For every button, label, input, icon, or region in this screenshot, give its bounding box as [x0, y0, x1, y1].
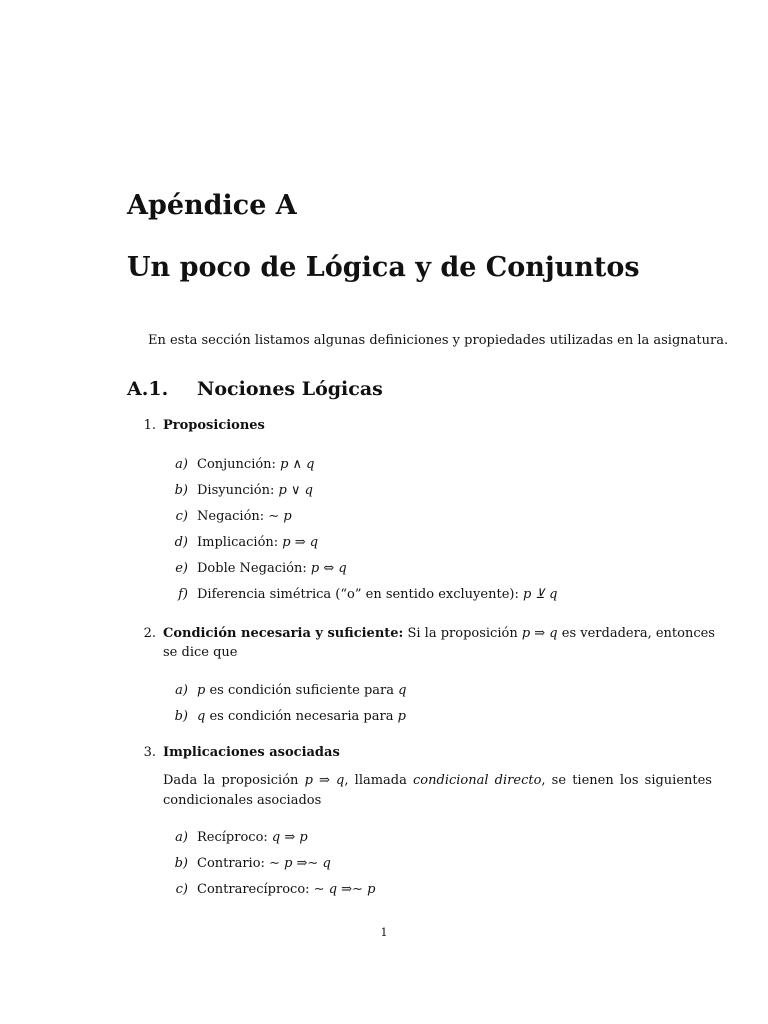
subitem-label: es condición necesaria para — [205, 709, 398, 724]
subitem-marker: b) — [174, 709, 188, 724]
subitem-marker: b) — [174, 483, 188, 498]
section-number: A.1. — [127, 378, 169, 400]
math-expression: p ∧ q — [280, 457, 315, 472]
subitem-label: Negación: — [197, 509, 269, 524]
item-text: Dada la proposición — [163, 773, 305, 788]
emphasis-text: condicional directo — [413, 773, 542, 788]
subitem-marker: a) — [175, 830, 188, 845]
subitem-text — [197, 709, 406, 724]
item-text: , llamada — [344, 773, 414, 788]
subitem-text — [197, 856, 331, 871]
subitem-text — [197, 830, 308, 845]
math-expression: ∼ q ⇒∼ p — [313, 882, 376, 897]
subitem-marker: c) — [175, 882, 188, 897]
math-expression: p — [197, 683, 206, 698]
math-expression: ∼ p — [268, 509, 292, 524]
item-number: 1. — [143, 418, 156, 433]
math-expression: p ⇒ q — [304, 773, 345, 788]
subitem-marker: c) — [175, 509, 188, 524]
math-expression: q — [398, 683, 407, 698]
subitem-label: Doble Negación: — [197, 561, 311, 576]
item-number: 3. — [143, 745, 156, 760]
item-number: 2. — [143, 626, 156, 641]
math-expression: ∼ p ⇒∼ q — [269, 856, 331, 871]
subitem-marker: a) — [175, 683, 188, 698]
subitem-marker: d) — [174, 535, 188, 550]
math-expression: p — [397, 709, 406, 724]
item-text: es verdadera, entonces — [557, 626, 715, 641]
subitem-text — [197, 509, 292, 524]
subitem-text — [197, 483, 313, 498]
chapter-label: Apéndice A — [127, 190, 297, 221]
subitem-text — [197, 683, 406, 698]
section-heading — [127, 378, 383, 400]
item-paragraph — [163, 626, 715, 641]
subitem-label: Implicación: — [197, 535, 283, 550]
math-expression: p ⇒ q — [282, 535, 319, 550]
subitem-marker: f) — [178, 587, 188, 602]
subitem-text — [197, 882, 375, 897]
item-title: Implicaciones asociadas — [163, 745, 340, 760]
section-title: Nociones Lógicas — [197, 378, 383, 400]
math-expression: p ∨ q — [278, 483, 313, 498]
subitem-label: Diferencia simétrica (“o” en sentido excluyente): — [197, 587, 523, 602]
chapter-title: Un poco de Lógica y de Conjuntos — [127, 252, 640, 283]
math-expression: p ⇔ q — [310, 561, 347, 576]
math-expression: q ⇒ p — [271, 830, 308, 845]
item-text-line: se dice que — [163, 645, 238, 660]
subitem-label: Recíproco: — [197, 830, 272, 845]
subitem-label: es condición suficiente para — [205, 683, 399, 698]
item-title: Condición necesaria y suficiente: — [163, 626, 404, 641]
item-paragraph — [163, 771, 712, 811]
subitem-label: Disyunción: — [197, 483, 279, 498]
subitem-text — [197, 535, 318, 550]
subitem-marker: e) — [175, 561, 188, 576]
math-expression: p ⇒ q — [521, 626, 558, 641]
page-number: 1 — [380, 926, 388, 939]
subitem-marker: b) — [174, 856, 188, 871]
intro-paragraph: En esta sección listamos algunas definiciones y propiedades utilizadas en la asignatura. — [148, 333, 729, 348]
item-text: Si la proposición — [403, 626, 522, 641]
subitem-text — [197, 457, 315, 472]
item-text: , se tienen los siguientes condicionales asociados — [163, 773, 712, 808]
math-expression: q — [197, 709, 206, 724]
subitem-text — [197, 561, 347, 576]
subitem-label: Contrarecíproco: — [197, 882, 314, 897]
item-title: Proposiciones — [163, 418, 265, 433]
math-expression: p ⊻ q — [522, 587, 558, 602]
subitem-text — [197, 587, 557, 602]
subitem-label: Conjunción: — [197, 457, 281, 472]
subitem-marker: a) — [175, 457, 188, 472]
subitem-label: Contrario: — [197, 856, 270, 871]
